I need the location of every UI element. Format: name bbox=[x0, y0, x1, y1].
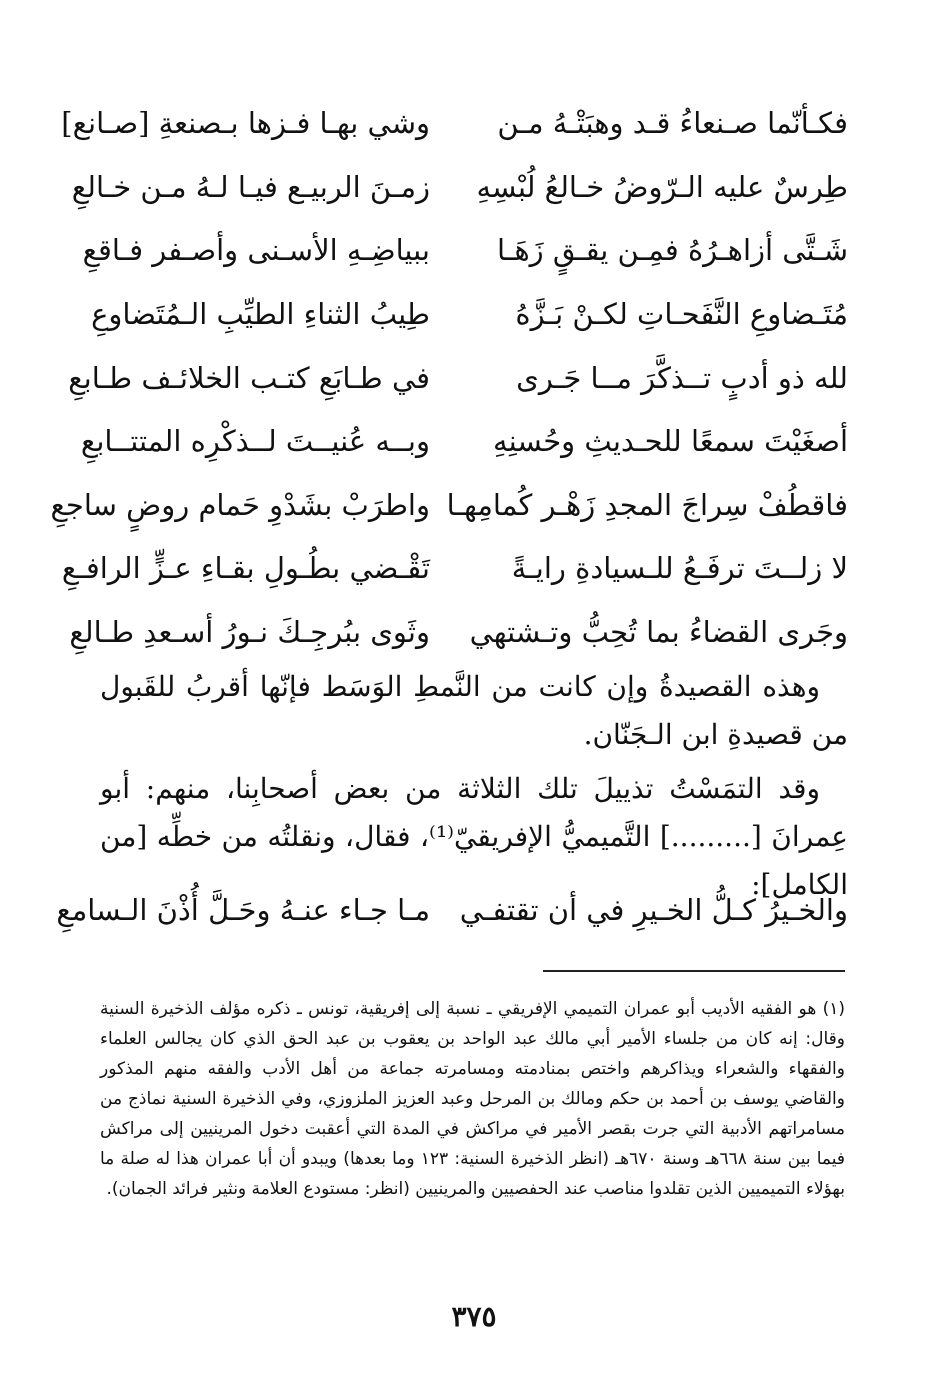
verse-line bbox=[61, 95, 848, 151]
verse-line bbox=[80, 413, 848, 469]
verse-second-hemistich: مـا جـاء عنـهُ وحَـلَّ أُذْنَ الـسامعِ bbox=[56, 893, 430, 927]
footnote-divider bbox=[543, 970, 845, 972]
verse-second-hemistich: ببياضِـهِ الأسـنى وأصـفر فـاقعِ bbox=[82, 233, 430, 268]
verse-line bbox=[61, 540, 848, 596]
verse-first-hemistich: وجَرى القضاءُ بما تُحِبُّ وتـشتهي bbox=[469, 615, 848, 649]
footnote-text: (١) هو الفقيه الأديب أبو عمران التميمي الإفريقي ـ نسبة إلى إفريقية، تونس ـ ذكره مؤلف الذخيرة السنية وقال: إنه كان من جلساء الأمير أبي مالك عبد الواحد بن يعقوب بن عبد الحق الذي كان يجالس العلماء والفقهاء والشعراء ويذاكرهم واختص بمنادمته ومسامرته جماعة من أهل الأدب والفقه منهم المذكور والقاضي يوسف بن أحمد بن حكم ومالك بن المرحل وعبد العزيز الملزوزي، وفي الذخيرة السنية نماذج من مسامراتهم الأدبية التي جرت بقصر الأمير في مراكش في المدة التي أعقبت دخول المرينيين إلى مراكش فيما بين سنة ٦٦٨هـ وسنة ٦٧٠هـ (انظر الذخيرة السنية: ١٢٣ وما بعدها) ويبدو أن أبا عمران هذا له صلة ما بهؤلاء التميميين الذين تقلدوا مناصب عند الحفصيين والمرينيين (انظر: مستودع العلامة ونثير فرائد الجمان). bbox=[100, 999, 845, 1199]
verse-line bbox=[56, 882, 848, 938]
body-paragraph: وهذه القصيدةُ وإن كانت من النَّمطِ الوَسَط فإنّها أقربُ للقَبول من قصيدةِ ابن الـجَنّان. bbox=[100, 670, 848, 751]
verse-second-hemistich: وشي بهـا فـزها بـصنعةِ [صـانع] bbox=[61, 106, 430, 140]
verse-first-hemistich: طِرسٌ عليه الـرّوضُ خـالعُ لُبْسِهِ bbox=[476, 169, 848, 204]
verse-line bbox=[69, 604, 848, 660]
verse-first-hemistich: شَـتَّى أزاهـرُهُ فمِـن يقـقٍ زَهَـا bbox=[497, 233, 848, 268]
verse-line bbox=[68, 350, 848, 406]
poem-verses bbox=[50, 95, 848, 660]
verse-second-hemistich: في طـابَعِ كتـب الخلائـف طـابعِ bbox=[68, 360, 430, 395]
verse-second-hemistich: واطرَبْ بشَدْوِ حَمام روضٍ ساجعِ bbox=[50, 487, 430, 522]
verse-first-hemistich: لا زلــتَ ترفَـعُ للـسيادةِ رايـةً bbox=[511, 551, 848, 586]
verse-first-hemistich: فكـأنّما صـنعاءُ قـد وهبَتْـهُ مـن bbox=[497, 106, 848, 140]
verse-second-hemistich: طِيبُ الثناءِ الطيِّبِ الـمُتَضاوعِ bbox=[91, 296, 430, 331]
verse-first-hemistich: أصغَيْتَ سمعًا للحـديثِ وحُسنِهِ bbox=[493, 424, 848, 459]
verse-first-hemistich: مُتَـضاوعِ النَّفَحـاتِ لكـنْ بَـزَّهُ bbox=[515, 296, 848, 331]
verse-second-hemistich: وبــه عُنيــتَ لــذكْرِه المتتــابعِ bbox=[80, 424, 430, 459]
verse-line bbox=[91, 286, 848, 342]
verse-line bbox=[71, 159, 848, 215]
verse-second-hemistich: زمـنَ الربيـع فيـا لـهُ مـن خـالعِ bbox=[71, 169, 430, 204]
verse-second-hemistich: وثَوى ببُرجِـكَ نـورُ أسـعدِ طـالعِ bbox=[69, 615, 430, 649]
page-number: ٣٧٥ bbox=[451, 1300, 497, 1333]
verse-first-hemistich: والخـيرُ كـلُّ الخـيرِ في أن تقتفـي bbox=[459, 893, 848, 927]
verse-line bbox=[82, 222, 848, 278]
verse-line bbox=[50, 477, 848, 533]
body-paragraph: وقد التمَسْتُ تذييلَ تلك الثلاثة من بعض أصحابِنا، منهم: أبو عِمرانَ [.........] التَّميميُّ الإفريقيّ⁽¹⁾، فقال، ونقلتُه من خطِّه [من الكامل]: bbox=[100, 772, 848, 901]
verse-first-hemistich: فاقطُفْ سِراجَ المجدِ زَهْـر كُمامِهـا bbox=[446, 487, 848, 522]
verse-second-hemistich: تَقْـضي بطُـولِ بقـاءِ عـزٍّ الرافـعِ bbox=[61, 551, 430, 586]
verse-first-hemistich: لله ذو أدبٍ تــذكَّرَ مــا جَـرى bbox=[516, 360, 848, 395]
final-verse bbox=[56, 882, 848, 938]
